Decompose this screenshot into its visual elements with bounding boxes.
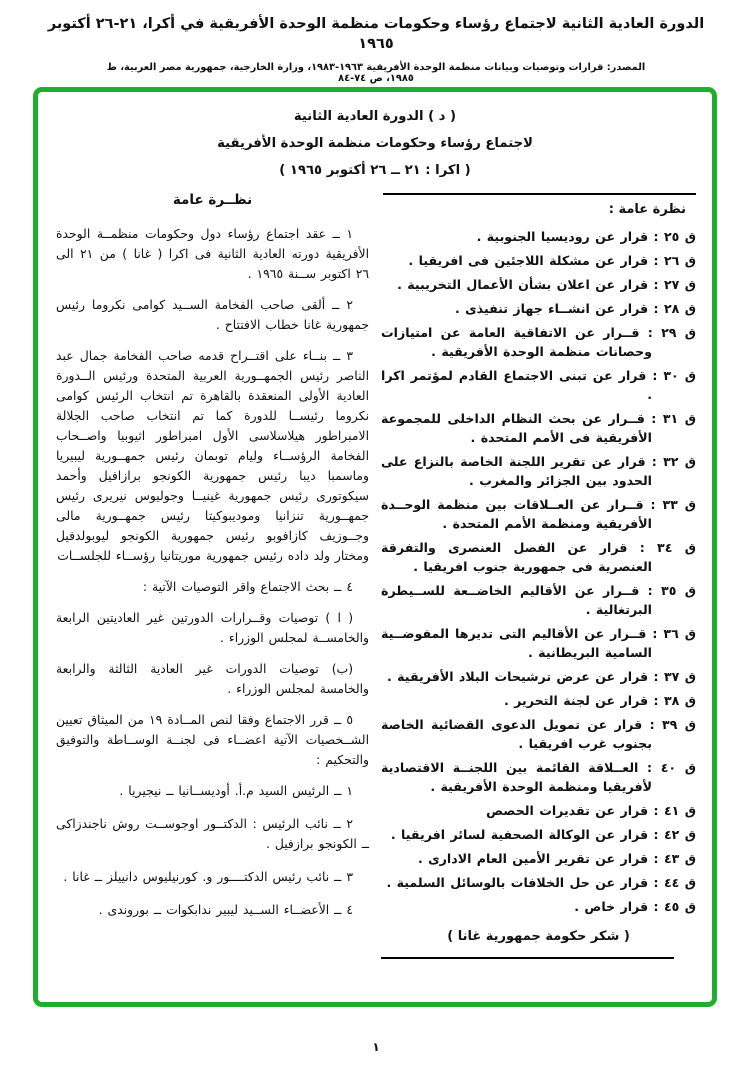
resolution-item: ق ٣٢ : قرار عن تقرير اللجنة الخاصة بالنزاع على الحدود بين الجزائر والمغرب . <box>381 454 696 488</box>
title-separator-line <box>383 193 696 195</box>
resolution-item: ق ٤٤ : قرار عن حل الخلافات بالوسائل السلمية . <box>386 875 696 890</box>
overview-heading: نظــرة عامة <box>172 192 253 208</box>
resolution-item: ق ٢٩ : قــرار عن الاتفاقية العامة عن امتيازات وحصانات منظمة الوحدة الأفريقية . <box>381 325 696 359</box>
resolution-item: ق ٣٣ : قــرار عن العــلاقات بين منظمة الوحــدة الأفريقية ومنظمة الأمم المتحدة . <box>381 497 696 531</box>
overview-subitem-b: (ب) توصيات الدورات غير العادية الثالثة والرابعة والخامسة لمجلس الوزراء . <box>56 661 370 696</box>
committee-member-item: ٤ ــ الأعضــاء الســيد ليبير ندابكوات ــ بوروندى . <box>98 902 354 917</box>
committee-member-item: ٢ ــ نائب الرئيس : الدكتــور اوجوســت روش ناجندزاكى ــ الكونجو برازفيل . <box>56 816 370 851</box>
document-title: الدورة العادية الثانية لاجتماع رؤساء وحكومات منظمة الوحدة الأفريقية في أكرا، ٢١-٢٦ أكتوبر ١٩٦٥ <box>47 16 705 52</box>
box-title-line2: لاجتماع رؤساء وحكومات منظمة الوحدة الأفريقية <box>217 136 533 151</box>
overview-paragraph: ٣ ــ بنــاء على اقتــراح قدمه صاحب الفخامة جمال عبد الناصر رئيس الجمهــورية العربية المتحدة ورئيس الــدورة العادية الأولى المنعقدة بالقاهرة تم انتخاب الرئيس كوامى نكروما رئيســا للدورة كما تم انتخاب صاحب الجلالة الامبراطور هيلاسلاسى الأول امبراطور اثيوبيا واصــحاب الفخامة الرؤســاء وليام توبمان رئيس جمهــورية ليبيريا وماسمبا ديبا رئيس جمهورية الكونجو برازافيل وأحمد سيكوتورى رئيس جمهورية غينيــا وجوليوس نيريرى رئيس جمهــورية تنزانيا وموديبوكيتا رئيس جمهــورية مالى وجــوزيف كازافوبو رئيس جمهورية الكونجو ليوبولدفيل ومختار ولد داده رئيس جمهورية موريتانيا رؤســاء للجلســات <box>56 348 370 563</box>
box-title-line3: ( اكرا : ٢١ ــ ٢٦ أكتوبر ١٩٦٥ ) <box>279 163 471 178</box>
overview-paragraph: ٢ ــ ألقى صاحب الفخامة الســيد كوامى نكروما رئيس جمهورية غانا خطاب الافتتاح . <box>56 297 370 332</box>
overview-paragraph: ١ ــ عقد اجتماع رؤساء دول وحكومات منظمــة الوحدة الأفريقية دورته العادية الثانية فى اكرا ( غانا ) من ٢١ الى ٢٦ اكتوبر ســنة ١٩٦٥ . <box>56 226 370 281</box>
bottom-separator-line <box>381 957 674 959</box>
resolutions-column <box>381 184 696 959</box>
resolution-item: ق ٢٥ : قرار عن روديسيا الجنوبية . <box>476 229 696 244</box>
resolution-item: ق ٣٧ : قرار عن عرض ترشيحات البلاد الأفريقية . <box>387 669 696 684</box>
resolution-item: ق ٤٥ : قرار خاص . <box>574 899 696 914</box>
resolution-item: ق ٢٨ : قرار عن انشــاء جهاز تنفيذى . <box>454 301 696 316</box>
overview-paragraph: ٥ ــ قرر الاجتماع وفقا لنص المــادة ١٩ من الميثاق تعيين الشــخصيات الآتية اعضــاء فى لجنــة الوســاطة والتوفيق والتحكيم : <box>56 712 370 767</box>
document-header <box>0 14 752 84</box>
committee-member-item: ١ ــ الرئيس السيد م.أ. أوديســانيا ــ نيجيريا . <box>119 783 354 798</box>
resolution-item: ق ٣٥ : قــرار عن الأقاليم الخاضــعة للســيطرة البرتغالية . <box>381 583 696 617</box>
resolution-item: ق ٣٦ : قــرار عن الأقاليم التى تديرها المفوضــية السامية البريطانية . <box>381 626 696 660</box>
overview-column <box>56 184 369 933</box>
resolution-item: ق ٣٩ : قرار عن تمويل الدعوى القضائية الخاصة بجنوب غرب افريقيا . <box>381 717 696 751</box>
committee-member-item: ٣ ــ نائب رئيس الدكتــــور و. كورنيليوس دانييلز ــ غانا . <box>63 869 354 884</box>
overview-paragraph: ٤ ــ بحث الاجتماع واقر التوصيات الآتية : <box>142 579 354 594</box>
page-number: ١ <box>372 1040 380 1054</box>
resolution-item: ق ٤٢ : قرار عن الوكالة الصحفية لسائر افريقيا . <box>390 827 696 842</box>
resolution-item: ق ٤٠ : العــلاقة القائمة بين اللجنــة الاقتصادية لأفريقيا ومنظمة الوحدة الأفريقية . <box>381 760 696 794</box>
resolutions-heading: نظرة عامة : <box>608 202 686 217</box>
resolution-item: ق ٣٨ : قرار عن لجنة التحرير . <box>504 693 696 708</box>
resolution-item: ق ٣٠ : قرار عن تبنى الاجتماع القادم لمؤتمر اكرا . <box>381 368 696 402</box>
resolution-item: ق ٣١ : قــرار عن بحث النظام الداخلى للمجموعة الأفريقية فى الأمم المتحدة . <box>381 411 696 445</box>
box-title <box>38 109 712 178</box>
overview-subitem-a: ( ا ) توصيات وقــرارات الدورتين غير العاديتين الرابعة والخامســة لمجلس الوزراء . <box>56 610 370 645</box>
resolution-item: ق ٣٤ : قرار عن الفصل العنصرى والتفرقة العنصرية فى جمهورية جنوب افريقيا . <box>381 540 696 574</box>
resolution-item: ق ٢٦ : قرار عن مشكلة اللاجئين فى افريقيا . <box>408 253 696 268</box>
resolution-item: ق ٢٧ : قرار عن اعلان بشأن الأعمال التخريبية . <box>397 277 696 292</box>
thanks-note: ( شكر حكومة جمهورية غانا ) <box>447 929 630 944</box>
resolution-item: ق ٤١ : قرار عن تقديرات الحصص <box>486 803 696 818</box>
content-box <box>33 87 717 1007</box>
two-column-layout <box>38 184 712 959</box>
resolution-item: ق ٤٣ : قرار عن تقرير الأمين العام الادارى . <box>417 851 696 866</box>
box-title-line1: ( د ) الدورة العادية الثانية <box>293 109 457 124</box>
source-line: المصدر: قرارات وتوصيات وبيانات منظمة الوحدة الأفريقية ١٩٦٣-١٩٨٣، وزارة الخارجية، جمهورية مصر العربية، ط ١٩٨٥، ص ٧٤-٨٤ <box>106 62 646 84</box>
